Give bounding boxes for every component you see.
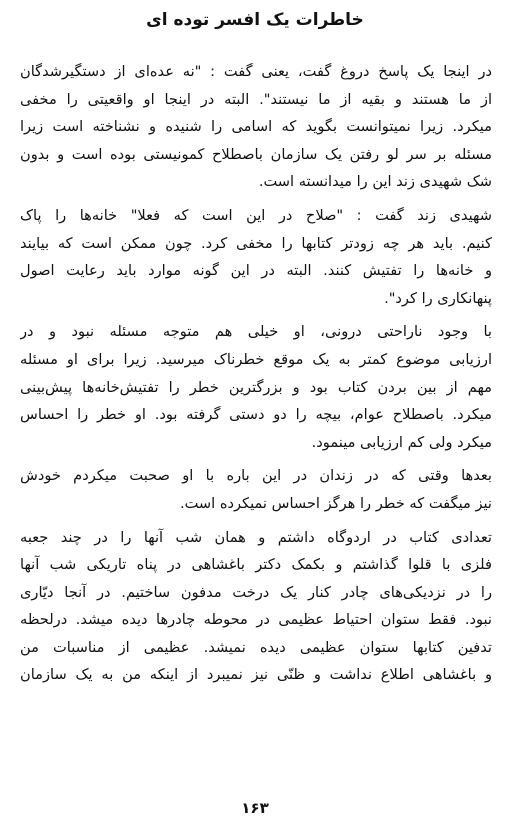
paragraph <box>20 318 492 456</box>
text-line: با وجود ناراحتی درونی، او خیلی هم متوجه مسئله نبود و در <box>20 323 492 341</box>
text-line: ارزیابی موضوع کمتر به یک موقع خطرناک میرسید. زیرا برای او مسئله <box>20 350 492 368</box>
text-line: و خانه‌ها را تفتیش کنند. البته در این گونه موارد باید رعایت اصول <box>20 262 492 280</box>
text-line: نیز میگفت که خطر را هرگز احساس نمیکرده است. <box>179 494 492 512</box>
text-line: تعدادی کتاب در اردوگاه داشتم و همان شب آنها را در چند جعبه <box>20 528 492 546</box>
text-line: از ما هستند و بقیه از ما نیستند". البته در اینجا او واقعیتی را مخفی <box>20 90 492 108</box>
text-line: کنیم. باید هر چه زودتر کتابها را مخفی کرد. چون ممکن است که بیایند <box>20 234 492 252</box>
running-head: خاطرات یک افسر توده ای <box>146 10 364 30</box>
text-line: مسئله بر سر لو رفتن یک سازمان باصطلاح کمونیستی بوده است و بدون <box>20 145 492 163</box>
text-line: نبود. فقط ستوان احتیاط عظیمی در محوطه چادرها دیده میشد. درلحظه <box>20 611 492 629</box>
text-line: پنهانکاری را کرد". <box>384 289 492 307</box>
text-line: را در نزدیکی‌های چادر کنار یک درخت مدفون ساختیم. در آنجا دیّاری <box>20 583 492 601</box>
paragraph <box>20 462 492 517</box>
text-line: میکرد. باصطلاح عوام، بیچه را دو دستی گرفته بود. او خطر را احساس <box>20 406 492 424</box>
text-line: میکرد. زیرا نمیتوانست بگوید که اسامی را شنیده و نشناخته است زیرا <box>20 118 492 136</box>
text-line: فلزی با قلوا گذاشتم و بکمک دکتر باغشاهی در پناه تاریکی شب آنها <box>20 556 492 574</box>
text-line: بعدها وقتی که در زندان در این باره با او صحبت میکردم خودش <box>20 467 492 485</box>
page-number: ۱۶۳ <box>241 799 269 817</box>
text-line: میکرد ولی کم ارزیابی مینمود. <box>311 433 492 451</box>
paragraph <box>20 58 492 196</box>
paragraph <box>20 524 492 690</box>
text-line: تدفین کتابها ستوان عظیمی دیده نمیشد. عظیمی از مناسبات من <box>20 638 492 656</box>
text-line: شک شهیدی زند این را میدانسته است. <box>258 173 492 191</box>
body-text <box>20 58 492 695</box>
text-line: و باغشاهی اطلاع نداشت و ظنّی نیز نمیبرد از اینکه من به یک سازمان <box>20 666 492 684</box>
text-line: شهیدی زند گفت : "صلاح در این است که فعلا" خانه‌ها را پاک <box>20 206 492 224</box>
paragraph <box>20 202 492 312</box>
text-line: در اینجا یک پاسخ دروغ گفت، یعنی گفت : "نه عده‌ای از دستگیرشدگان <box>20 63 492 80</box>
text-line: مهم از بین بردن کتاب بود و بزرگترین خطر را تفتیش‌خانه‌ها پیش‌بینی <box>20 378 492 396</box>
